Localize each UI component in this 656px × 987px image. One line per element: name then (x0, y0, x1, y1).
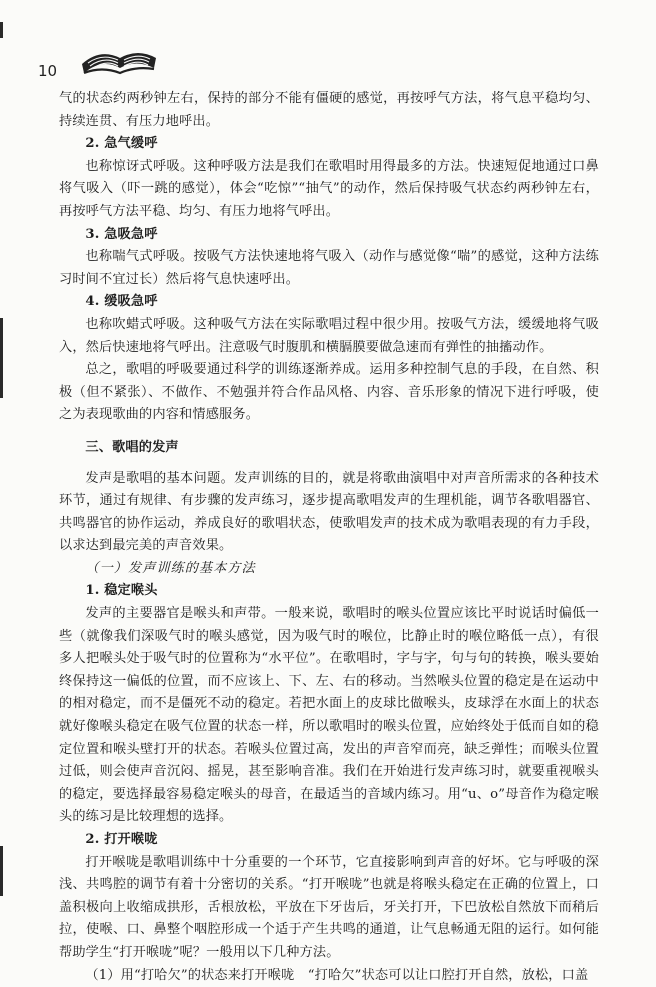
paragraph: 总之，歌唱的呼吸要通过科学的训练逐渐养成。运用多种控制气息的手段，在自然、积极（但不紧张）、不做作、不勉强并符合作品风格、内容、音乐形象的情况下进行呼吸，使之为表现歌曲的内容和情感服务。 (59, 362, 599, 423)
page-header (34, 44, 214, 84)
section-heading: 三、歌唱的发声 (85, 439, 179, 455)
binding-edge-mark-bottom (0, 846, 3, 896)
paragraph: 也称惊讶式呼吸。这种呼吸方法是我们在歌唱时用得最多的方法。快速短促地通过口鼻将气吸入（吓一跳的感觉），体会“吃惊”“抽气”的动作，然后保持吸气状态约两秒钟左右，再按呼气方法平稳、均匀、有压力地将气呼出。 (59, 158, 599, 219)
paragraph: 发声的主要器官是喉头和声带。一般来说，歌唱时的喉头位置应该比平时说话时偏低一些（就像我们深吸气时的喉头感觉，因为吸气时的喉位，比静止时的喉位略低一点），有很多人把喉头处于吸气时的位置称为“水平位”。在歌唱时，字与字，句与句的转换，喉头要始终保持这一偏低的位置，而不应该上、下、左、右的移动。当然喉头位置的稳定是在运动中的相对稳定，而不是僵死不动的稳定。若把水面上的皮球比做喉头，皮球浮在水面上的状态就好像喉头稳定在吸气位置的状态一样，所以歌唱时的喉头位置，应始终处于低而自如的稳定位置和喉头壁打开的状态。若喉头位置过高，发出的声音窄而亮，缺乏弹性；而喉头位置过低，则会使声音沉闷、摇晃，甚至影响音准。我们在开始进行发声练习时，就要重视喉头的稳定，要选择最容易稳定喉头的母音，在最适当的音域内练习。用“u、o”母音作为稳定喉头的练习是比较理想的选择。 (59, 606, 599, 825)
binding-edge-mark-top (0, 22, 3, 38)
sub-heading: 2. 急气缓呼 (85, 136, 158, 152)
sub-heading: 4. 缓吸急呼 (85, 294, 158, 310)
paragraph: 气的状态约两秒钟左右，保持的部分不能有僵硬的感觉，再按呼气方法，将气息平稳均匀、持续连贯、有压力地呼出。 (59, 91, 599, 129)
method-heading: （一）发声训练的基本方法 (85, 560, 256, 576)
paragraph: 发声是歌唱的基本问题。发声训练的目的，就是将歌曲演唱中对声音所需求的各种技术环节，通过有规律、有步骤的发声练习，逐步提高歌唱发声的生理机能，调节各歌唱器官、共鸣器官的协作运动，养成良好的歌唱状态，使歌唱发声的技术成为歌唱表现的有力手段，以求达到最完美的声音效果。 (59, 470, 599, 554)
open-book-icon (78, 44, 160, 78)
sub-heading: 2. 打开喉咙 (85, 832, 158, 847)
paragraph: 也称喘气式呼吸。按吸气方法快速地将气吸入（动作与感觉像“喘”的感觉，这种方法练习时间不宜过长）然后将气息快速呼出。 (59, 249, 599, 287)
paragraph: （1）用“打哈欠”的状态来打开喉咙 “打哈欠”状态可以让口腔打开自然，放松，口盖 (85, 967, 589, 983)
sub-heading: 3. 急吸急呼 (85, 226, 158, 242)
paragraph: 打开喉咙是歌唱训练中十分重要的一个环节，它直接影响到声音的好坏。它与呼吸的深浅、共鸣腔的调节有着十分密切的关系。“打开喉咙”也就是将喉头稳定在正确的位置上，口盖积极向上收缩成拱形，舌根放松，平放在下牙齿后，牙关打开，下巴放松自然放下而稍后拉，使喉、口、鼻整个咽腔形成一个适于产生共鸣的通道，让气息畅通无阻的运行。如何能帮助学生“打开喉咙”呢？一般用以下几种方法。 (59, 854, 599, 960)
page-body (59, 88, 599, 987)
page-number: 10 (38, 62, 58, 80)
sub-heading: 1. 稳定喉头 (85, 583, 158, 599)
paragraph: 也称吹蜡式呼吸。这种吸气方法在实际歌唱过程中很少用。按吸气方法，缓缓地将气吸入，然后快速地将气呼出。注意吸气时腹肌和横膈膜要做急速而有弹性的抽搐动作。 (59, 316, 599, 355)
binding-edge-mark-middle (0, 318, 3, 398)
